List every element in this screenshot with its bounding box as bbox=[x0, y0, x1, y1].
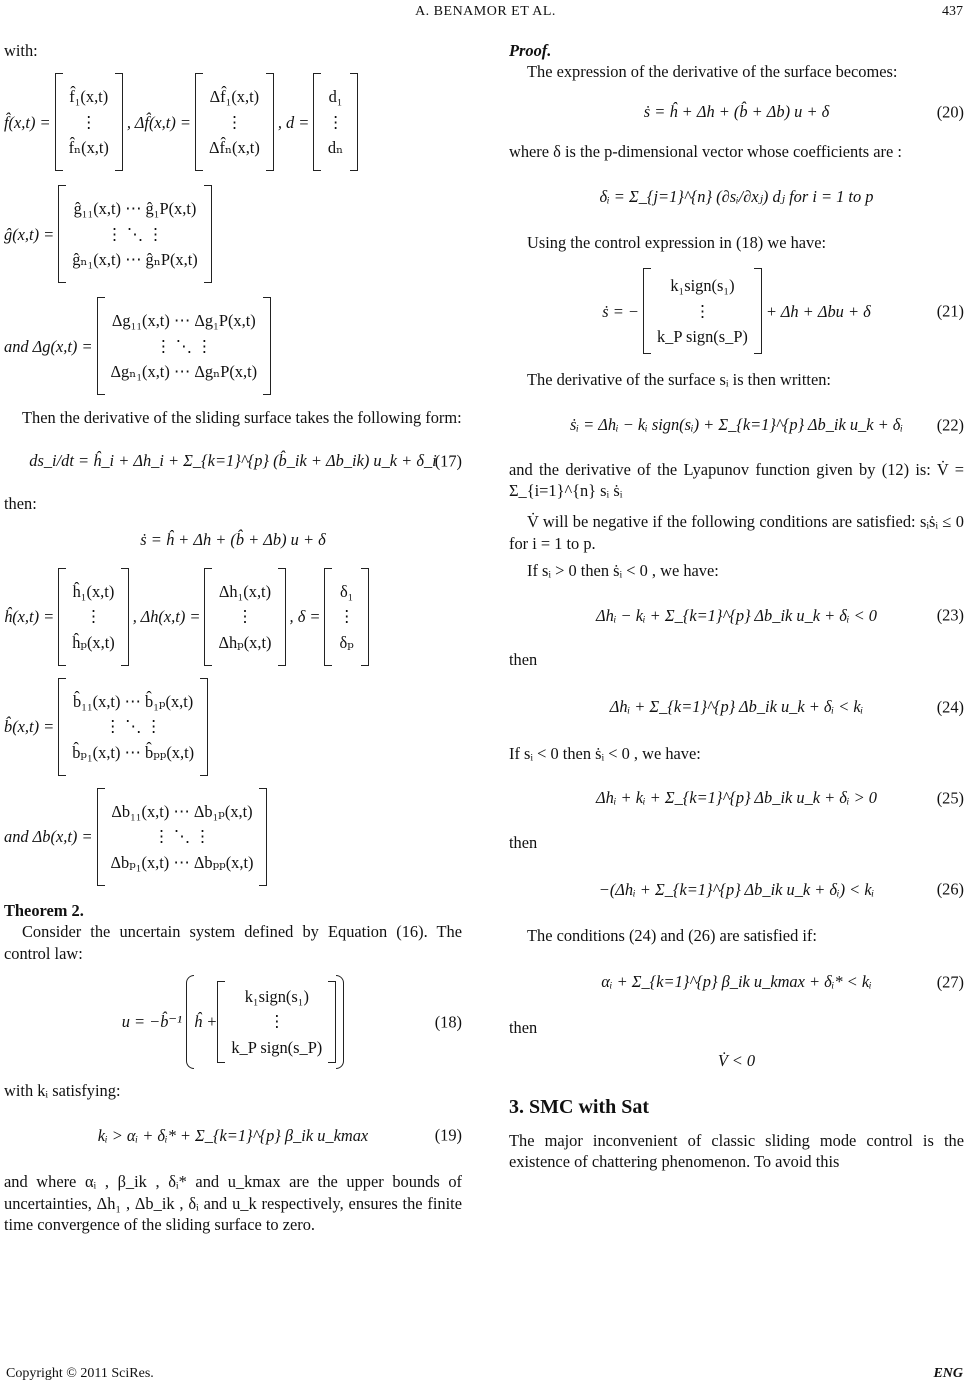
eq18-number: (18) bbox=[434, 1012, 462, 1032]
h-label: ĥ(x,t) = bbox=[4, 607, 55, 627]
eq24-number: (24) bbox=[936, 696, 964, 716]
dh-row1: Δh₁(x,t) bbox=[218, 581, 272, 601]
paragraph-bounds: and where αᵢ , β_ik , δᵢ* and u_kmax are the upper bounds of uncertainties, Δh₁ , Δb_ik , δᵢ and u_k respectively, ensures the finite time convergence of the sliding surface to zero. bbox=[4, 1172, 462, 1234]
eq20-body: ṡ = ĥ + Δh + (b̂ + Δb) u + δ bbox=[643, 101, 830, 121]
dg-row3: Δgₙ₁(x,t) ⋯ ΔgₙP(x,t) bbox=[110, 362, 258, 382]
eq18-row3: k_P sign(s_P) bbox=[231, 1037, 323, 1057]
dh-label: , Δh(x,t) = bbox=[132, 607, 201, 627]
matrix-f-def: f̂(x,t) = f̂₁(x,t) ⋮ f̂ₙ(x,t) , Δf̂(x,t) = Δf̂₁(x,t) ⋮ Δf̂ₙ(x,t) , d = d₁ ⋮ dₙ bbox=[4, 73, 462, 171]
h-row3: ĥₚ(x,t) bbox=[72, 632, 115, 652]
eq27-number: (27) bbox=[936, 971, 964, 991]
g-row2: ⋮ ⋱ ⋮ bbox=[106, 224, 164, 244]
dh-row3: Δhₚ(x,t) bbox=[218, 632, 272, 652]
eq19-number: (19) bbox=[434, 1125, 462, 1145]
paragraph-delta: where δ is the p-dimensional vector whose coefficients are : bbox=[509, 141, 902, 161]
db-row2: ⋮ ⋱ ⋮ bbox=[153, 827, 211, 847]
eq22-number: (22) bbox=[936, 414, 964, 434]
equation-18: u = −b̂⁻¹ ĥ + k₁sign(s₁) ⋮ k_P sign(s_P) (18) bbox=[4, 970, 462, 1074]
matrix-g-def bbox=[4, 185, 462, 283]
eq24-body: Δhᵢ + Σ_{k=1}^{p} Δb_ik u_k + δᵢ < kᵢ bbox=[609, 696, 864, 716]
paragraph-case-positive: If sᵢ > 0 then ṡᵢ < 0 , we have: bbox=[527, 560, 719, 580]
left-column bbox=[4, 40, 462, 1235]
dg-row2: ⋮ ⋱ ⋮ bbox=[155, 336, 213, 356]
g-label: ĝ(x,t) = bbox=[4, 224, 55, 244]
eq26-body: −(Δhᵢ + Σ_{k=1}^{p} Δb_ik u_k + δᵢ) < kᵢ bbox=[598, 879, 875, 899]
paragraph-conditions: The conditions (24) and (26) are satisfied if: bbox=[527, 926, 817, 946]
eq19-body: kᵢ > αᵢ + δᵢ* + Σ_{k=1}^{p} β_ik u_kmax bbox=[97, 1125, 369, 1145]
equation-delta bbox=[509, 168, 964, 226]
page-number: 437 bbox=[942, 4, 963, 19]
equation-23 bbox=[509, 587, 964, 643]
then-label: then: bbox=[4, 493, 37, 513]
running-header bbox=[0, 0, 971, 30]
equation-sdot bbox=[4, 520, 462, 560]
paragraph-expression: The expression of the derivative of the surface becomes: bbox=[527, 62, 898, 82]
eq23-number: (23) bbox=[936, 605, 964, 625]
journal-abbrev: ENG bbox=[933, 1366, 963, 1381]
then-label-4: then bbox=[509, 1017, 538, 1037]
copyright-text: Copyright © 2011 SciRes. bbox=[6, 1366, 154, 1381]
db-row3: Δbₚ₁(x,t) ⋯ Δbₚₚ(x,t) bbox=[110, 852, 254, 872]
equation-21: ṡ = − k₁sign(s₁) ⋮ k_P sign(s_P) + Δh + Δbu + δ (21) bbox=[509, 259, 964, 363]
df-label: , Δf̂(x,t) = bbox=[126, 112, 191, 132]
matrix-dg-def bbox=[4, 297, 462, 395]
paragraph-control: Using the control expression in (18) we have: bbox=[527, 232, 827, 252]
equation-20 bbox=[509, 89, 964, 135]
with-k-label: with kᵢ satisfying: bbox=[4, 1080, 121, 1100]
g-row1: ĝ₁₁(x,t) ⋯ ĝ₁P(x,t) bbox=[73, 199, 197, 219]
equation-24 bbox=[509, 677, 964, 737]
paragraph-negative: V̇ will be negative if the following conditions are satisfied: sᵢṡᵢ ≤ 0 for i = 1 to p. bbox=[509, 512, 964, 553]
db-label: and Δb(x,t) = bbox=[4, 827, 93, 847]
eq26-number: (26) bbox=[936, 879, 964, 899]
eq21-label: ṡ = − bbox=[602, 301, 639, 321]
vdot-body: V̇ < 0 bbox=[717, 1051, 756, 1071]
g-row3: ĝₙ₁(x,t) ⋯ ĝₙP(x,t) bbox=[72, 250, 198, 270]
delta-label: , δ = bbox=[289, 607, 321, 627]
proof-heading: Proof. bbox=[509, 41, 552, 60]
sdot-body: ṡ = ĥ + Δh + (b̂ + Δb) u + δ bbox=[140, 530, 326, 550]
eq22-body: ṡᵢ = Δhᵢ − kᵢ sign(sᵢ) + Σ_{k=1}^{p} Δb_ik u_k + δᵢ bbox=[570, 414, 903, 434]
right-column bbox=[509, 40, 964, 1173]
equation-26 bbox=[509, 859, 964, 919]
eqdelta-body: δᵢ = Σ_{j=1}^{n} (∂sᵢ/∂xⱼ) dⱼ for i = 1 to p bbox=[599, 187, 874, 207]
paragraph-chattering: The major inconvenient of classic sliding mode control is the existence of chattering phenomenon. To avoid this bbox=[509, 1130, 964, 1172]
eq21-tail: + Δh + Δbu + δ bbox=[765, 301, 871, 321]
header-title: A. BENAMOR ET AL. bbox=[415, 4, 556, 19]
eq25-body: Δhᵢ + kᵢ + Σ_{k=1}^{p} Δb_ik u_k + δᵢ > 0 bbox=[596, 788, 877, 808]
d-label: , d = bbox=[277, 112, 310, 132]
theorem-heading: Theorem 2. bbox=[4, 900, 84, 920]
paragraph-lyapunov: and the derivative of the Lyapunov function given by (12) is: V̇ = Σ_{i=1}^{n} sᵢ ṡᵢ bbox=[509, 459, 964, 500]
equation-19 bbox=[4, 1107, 462, 1163]
equation-22 bbox=[509, 397, 964, 453]
eq18-row1: k₁sign(s₁) bbox=[244, 986, 309, 1006]
f-row1: f̂₁(x,t) bbox=[69, 87, 109, 107]
matrix-h-def: ĥ(x,t) = ĥ₁(x,t) ⋮ ĥₚ(x,t) , Δh(x,t) = Δh₁(x,t) ⋮ Δhₚ(x,t) , δ = δ₁ ⋮ δₚ bbox=[4, 568, 462, 666]
df-row1: Δf̂₁(x,t) bbox=[209, 87, 260, 107]
then-label-2: then bbox=[509, 650, 538, 670]
equation-17 bbox=[4, 435, 462, 487]
with-label: with: bbox=[4, 41, 38, 60]
dg-row1: Δg₁₁(x,t) ⋯ Δg₁P(x,t) bbox=[111, 311, 256, 331]
section-heading: 3. SMC with Sat bbox=[509, 1095, 650, 1118]
then-label-3: then bbox=[509, 832, 538, 852]
paragraph-theorem: Consider the uncertain system defined by Equation (16). The control law: bbox=[4, 922, 462, 963]
matrix-b-def bbox=[4, 678, 462, 776]
equation-25 bbox=[509, 770, 964, 826]
equation-vdot bbox=[509, 1044, 964, 1078]
eq18-label: u = −b̂⁻¹ bbox=[121, 1012, 182, 1032]
eq17-body: ds_i/dt = ĥ_i + Δh_i + Σ_{k=1}^{p} (b̂_ik + Δb_ik) u_k + δ_i bbox=[29, 450, 437, 470]
db-row1: Δb₁₁(x,t) ⋯ Δb₁ₚ(x,t) bbox=[111, 801, 253, 821]
paragraph-case-negative: If sᵢ < 0 then ṡᵢ < 0 , we have: bbox=[509, 743, 701, 763]
eq27-body: αᵢ + Σ_{k=1}^{p} β_ik u_kmax + δᵢ* < kᵢ bbox=[601, 971, 872, 991]
equation-27 bbox=[509, 953, 964, 1011]
eq18-h: ĥ + bbox=[193, 1012, 218, 1032]
delta-row3: δₚ bbox=[339, 632, 354, 652]
d-row3: dₙ bbox=[327, 138, 344, 158]
eq21-number: (21) bbox=[936, 301, 964, 321]
b-row2: ⋮ ⋱ ⋮ bbox=[104, 717, 162, 737]
f-row3: f̂ₙ(x,t) bbox=[68, 138, 109, 158]
eq23-body: Δhᵢ − kᵢ + Σ_{k=1}^{p} Δb_ik u_k + δᵢ < 0 bbox=[596, 605, 877, 625]
eq21-row3: k_P sign(s_P) bbox=[656, 327, 748, 347]
d-row1: d₁ bbox=[328, 87, 343, 107]
h-row1: ĥ₁(x,t) bbox=[72, 581, 115, 601]
eq25-number: (25) bbox=[936, 788, 964, 808]
b-row3: b̂ₚ₁(x,t) ⋯ b̂ₚₚ(x,t) bbox=[72, 742, 195, 762]
b-row1: b̂₁₁(x,t) ⋯ b̂₁ₚ(x,t) bbox=[73, 691, 194, 711]
eq20-number: (20) bbox=[936, 101, 964, 121]
df-row3: Δf̂ₙ(x,t) bbox=[208, 138, 260, 158]
matrix-db-def bbox=[4, 788, 462, 886]
paragraph-derivative: Then the derivative of the sliding surface takes the following form: bbox=[22, 408, 462, 428]
eq17-number: (17) bbox=[434, 450, 462, 470]
b-label: b̂(x,t) = bbox=[4, 717, 55, 737]
f-label: f̂(x,t) = bbox=[4, 112, 51, 132]
eq21-row1: k₁sign(s₁) bbox=[670, 276, 735, 296]
paragraph-surface: The derivative of the surface sᵢ is then written: bbox=[527, 370, 831, 390]
delta-row1: δ₁ bbox=[339, 581, 354, 601]
dg-label: and Δg(x,t) = bbox=[4, 336, 93, 356]
